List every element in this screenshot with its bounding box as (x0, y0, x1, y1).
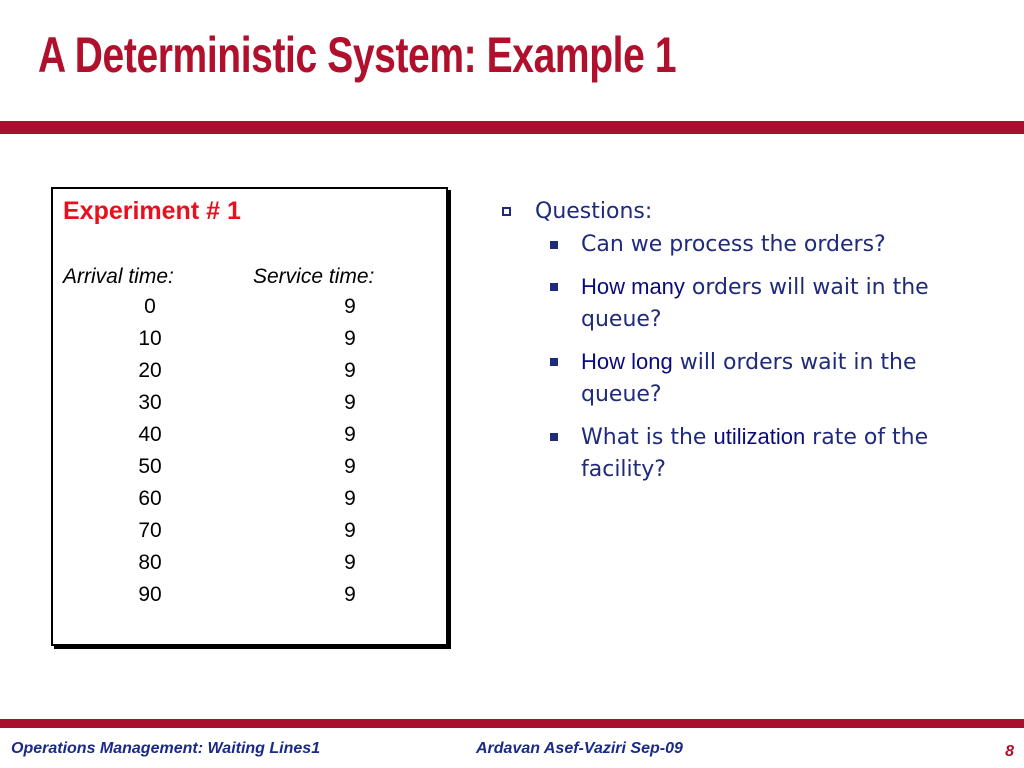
footer-page-number: 8 (1005, 743, 1014, 760)
table-row (53, 455, 446, 487)
slide-title: A Deterministic System: Example 1 (38, 27, 677, 83)
service-time-cell: 9 (344, 551, 356, 574)
arrival-time-cell: 90 (138, 583, 162, 606)
table-row (53, 391, 446, 423)
arrival-time-cell: 20 (138, 359, 162, 382)
arrival-time-cell: 10 (138, 327, 162, 350)
square-bullet-icon (550, 283, 558, 291)
title-divider-bar (0, 121, 1024, 134)
footer-author-date: Ardavan Asef-Vaziri Sep-09 (476, 740, 683, 757)
arrival-time-cell: 30 (138, 391, 162, 414)
arrival-time-cell: 60 (138, 487, 162, 510)
service-time-cell: 9 (344, 359, 356, 382)
arrival-time-cell: 50 (138, 455, 162, 478)
question-text-pre: Can we process the orders? (581, 232, 886, 257)
footer-course: Operations Management: Waiting Lines1 (11, 740, 321, 757)
table-row (53, 359, 446, 391)
service-time-cell: 9 (344, 583, 356, 606)
question-item (498, 421, 981, 486)
service-time-cell: 9 (344, 455, 356, 478)
table-row (53, 295, 446, 327)
table-row (53, 487, 446, 519)
question-text-post: will orders wait in the queue? (581, 350, 917, 407)
questions-heading: Questions: (535, 199, 653, 224)
question-text-highlight: utilization (713, 424, 806, 449)
table-row (53, 519, 446, 551)
arrival-time-cell: 0 (144, 295, 156, 318)
question-text-highlight: How many (581, 274, 685, 299)
experiment-table-box (51, 187, 448, 646)
service-time-cell: 9 (344, 295, 356, 318)
questions-heading-item (498, 196, 998, 228)
arrival-time-header: Arrival time: (63, 265, 174, 288)
question-item (498, 271, 981, 336)
service-time-cell: 9 (344, 519, 356, 542)
question-text-highlight: How long (581, 349, 673, 374)
hollow-square-bullet-icon (502, 207, 511, 216)
service-time-cell: 9 (344, 391, 356, 414)
table-row (53, 583, 446, 615)
square-bullet-icon (550, 433, 558, 441)
square-bullet-icon (550, 241, 558, 249)
table-row (53, 551, 446, 583)
questions-list (498, 229, 998, 486)
arrival-time-cell: 80 (138, 551, 162, 574)
question-text-post: rate of the facility? (581, 425, 929, 482)
service-time-cell: 9 (344, 487, 356, 510)
footer-divider-bar (0, 719, 1024, 728)
question-item (498, 346, 981, 411)
arrival-time-cell: 70 (138, 519, 162, 542)
arrival-time-cell: 40 (138, 423, 162, 446)
service-time-header: Service time: (253, 265, 375, 288)
question-text-pre: What is the (581, 425, 714, 450)
question-text-post: orders will wait in the queue? (581, 275, 929, 332)
experiment-title: Experiment # 1 (63, 197, 241, 225)
table-row (53, 327, 446, 359)
experiment-rows (53, 295, 446, 615)
service-time-cell: 9 (344, 327, 356, 350)
square-bullet-icon (550, 358, 558, 366)
questions-section (498, 196, 998, 496)
question-item (498, 229, 981, 261)
table-row (53, 423, 446, 455)
service-time-cell: 9 (344, 423, 356, 446)
